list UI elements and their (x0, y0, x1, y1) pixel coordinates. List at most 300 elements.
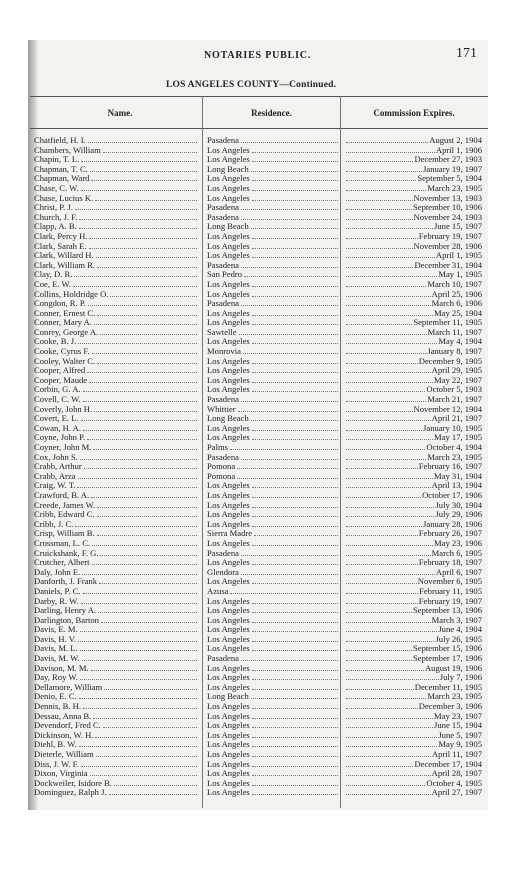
leader-dots (346, 775, 431, 776)
leader-dots (97, 535, 197, 536)
leader-dots (84, 468, 197, 469)
residence-cell (207, 491, 339, 501)
leader-dots (346, 507, 434, 508)
notary-name: Church, J. F. (34, 212, 78, 222)
commission-expires: December 31, 1904 (414, 260, 482, 270)
commission-expires: March 21, 1907 (427, 395, 482, 405)
name-cell (34, 357, 198, 367)
expires-cell (344, 405, 482, 415)
residence: Los Angeles (207, 625, 250, 635)
leader-dots (346, 689, 414, 690)
expires-cell (344, 740, 482, 750)
name-cell (34, 664, 198, 674)
leader-dots (252, 583, 338, 584)
leader-dots (81, 420, 197, 421)
table-row (28, 712, 488, 722)
expires-cell (344, 644, 482, 654)
table-row (28, 529, 488, 539)
leader-dots (346, 219, 413, 220)
leader-dots (346, 343, 437, 344)
residence: Los Angeles (207, 673, 250, 683)
leader-dots (252, 200, 338, 201)
residence-cell (207, 424, 339, 434)
name-cell (34, 740, 198, 750)
leader-dots (252, 766, 338, 767)
name-cell (34, 299, 198, 309)
commission-expires: May 9, 1905 (438, 740, 482, 750)
expires-cell (344, 779, 482, 789)
residence-cell (207, 318, 339, 328)
leader-dots (91, 670, 197, 671)
name-cell (34, 290, 198, 300)
notary-name: Diehl, B. W. (34, 740, 77, 750)
residence: Los Angeles (207, 231, 250, 241)
residence: Los Angeles (207, 577, 250, 587)
expires-cell (344, 453, 482, 463)
residence-cell (207, 347, 339, 357)
commission-expires: February 18, 1907 (418, 558, 482, 568)
leader-dots (89, 248, 197, 249)
commission-expires: February 11, 1905 (419, 586, 482, 596)
expires-cell (344, 347, 482, 357)
expires-cell (344, 673, 482, 683)
table-row (28, 299, 488, 309)
column-header-expires: Commission Expires. (373, 108, 455, 118)
notary-name: Creede, James W. (34, 500, 96, 510)
leader-dots (74, 276, 197, 277)
notary-name: Cooper, Maude (34, 375, 88, 385)
table-row (28, 184, 488, 194)
notary-name: Cooke, Cyrus F. (34, 347, 90, 357)
expires-cell (344, 443, 482, 453)
residence-cell (207, 635, 339, 645)
table-row (28, 587, 488, 597)
leader-dots (114, 785, 197, 786)
notary-name: Chase, Lucius K. (34, 193, 94, 203)
residence: Azusa (207, 586, 229, 596)
expires-cell (344, 328, 482, 338)
residence: Pasadena (207, 395, 239, 405)
notary-name: Chase, C. W. (34, 183, 79, 193)
residence: Los Angeles (207, 606, 250, 616)
table-row (28, 549, 488, 559)
name-cell (34, 213, 198, 223)
residence: Los Angeles (207, 740, 250, 750)
leader-dots (346, 794, 431, 795)
leader-dots (93, 718, 197, 719)
residence: Los Angeles (207, 366, 250, 376)
residence-cell (207, 625, 339, 635)
leader-dots (346, 401, 426, 402)
residence-cell (207, 165, 339, 175)
notary-name: Coverly, John H. (34, 404, 93, 414)
expires-cell (344, 587, 482, 597)
table-row (28, 136, 488, 146)
expires-cell (344, 136, 482, 146)
residence-cell (207, 280, 339, 290)
residence: Los Angeles (207, 558, 250, 568)
residence-cell (207, 385, 339, 395)
expires-cell (344, 203, 482, 213)
leader-dots (252, 727, 338, 728)
table-row (28, 146, 488, 156)
residence-cell (207, 673, 339, 683)
table-row (28, 577, 488, 587)
notary-name: Clapp, A. B. (34, 222, 77, 232)
table-row (28, 692, 488, 702)
table-row (28, 251, 488, 261)
commission-expires: December 9, 1905 (418, 356, 482, 366)
leader-dots (251, 420, 338, 421)
leader-dots (346, 209, 412, 210)
residence: Los Angeles (207, 337, 250, 347)
leader-dots (252, 363, 338, 364)
leader-dots (94, 324, 197, 325)
expires-cell (344, 597, 482, 607)
leader-dots (252, 296, 338, 297)
table-row (28, 337, 488, 347)
table-row (28, 290, 488, 300)
column-header-name: Name. (107, 108, 133, 118)
residence: Whittier (207, 404, 236, 414)
notary-name: Davison, M. M. (34, 663, 89, 673)
leader-dots (239, 334, 338, 335)
expires-cell (344, 261, 482, 271)
leader-dots (103, 152, 197, 153)
commission-expires: December 27, 1903 (414, 155, 482, 165)
leader-dots (79, 698, 197, 699)
leader-dots (95, 737, 197, 738)
commission-expires: July 26, 1905 (435, 634, 482, 644)
table-row (28, 203, 488, 213)
leader-dots (241, 459, 338, 460)
table-row (28, 433, 488, 443)
residence: Los Angeles (207, 183, 250, 193)
residence: Los Angeles (207, 375, 250, 385)
name-cell (34, 251, 198, 261)
leader-dots (346, 622, 431, 623)
leader-dots (252, 603, 338, 604)
leader-dots (252, 324, 338, 325)
leader-dots (252, 507, 338, 508)
leader-dots (97, 267, 197, 268)
commission-expires: May 31, 1904 (434, 471, 482, 481)
expires-cell (344, 577, 482, 587)
commission-expires: June 15, 1904 (434, 721, 482, 731)
name-cell (34, 385, 198, 395)
commission-expires: September 11, 1905 (413, 318, 482, 328)
residence: Los Angeles (207, 251, 250, 261)
table-row (28, 750, 488, 760)
commission-expires: September 10, 1906 (413, 203, 482, 213)
residence-cell (207, 299, 339, 309)
notary-name: Dickinson, W. H. (34, 730, 94, 740)
commission-expires: January 28, 1906 (423, 519, 482, 529)
table-row (28, 462, 488, 472)
residence-cell (207, 644, 339, 654)
residence: Long Beach (207, 692, 249, 702)
leader-dots (241, 142, 338, 143)
commission-expires: March 3, 1907 (431, 615, 482, 625)
residence: Los Angeles (207, 682, 250, 692)
leader-dots (237, 478, 338, 479)
name-cell (34, 337, 198, 347)
notary-name: Cribb, J. C. (34, 519, 74, 529)
leader-dots (110, 296, 197, 297)
residence-cell (207, 453, 339, 463)
notary-name: Darby, R. W. (34, 596, 79, 606)
leader-dots (346, 420, 431, 421)
leader-dots (252, 497, 338, 498)
residence: Los Angeles (207, 615, 250, 625)
table-row (28, 731, 488, 741)
commission-expires: December 17, 1904 (414, 759, 482, 769)
residence-cell (207, 146, 339, 156)
notary-name: Conner, Mary A. (34, 318, 92, 328)
table-row (28, 520, 488, 530)
notary-name: Congdon, R. P. (34, 299, 86, 309)
expires-cell (344, 414, 482, 424)
table-row (28, 779, 488, 789)
residence-cell (207, 740, 339, 750)
expires-cell (344, 146, 482, 156)
residence: Los Angeles (207, 241, 250, 251)
commission-expires: January 19, 1907 (423, 164, 482, 174)
table-row (28, 453, 488, 463)
residence: Los Angeles (207, 289, 250, 299)
expires-cell (344, 337, 482, 347)
leader-dots (346, 449, 425, 450)
leader-dots (241, 574, 338, 575)
name-cell (34, 712, 198, 722)
expires-cell (344, 491, 482, 501)
notary-name: Cooley, Walter C. (34, 356, 96, 366)
expires-cell (344, 395, 482, 405)
notary-name: Clark, Willard H. (34, 251, 94, 261)
residence-cell (207, 366, 339, 376)
table-row (28, 366, 488, 376)
table-row (28, 472, 488, 482)
residence: Pasadena (207, 212, 239, 222)
table-row (28, 644, 488, 654)
table-row (28, 270, 488, 280)
leader-dots (252, 679, 338, 680)
table-row (28, 558, 488, 568)
residence-cell (207, 654, 339, 664)
table-row (28, 414, 488, 424)
expires-cell (344, 424, 482, 434)
leader-dots (252, 190, 338, 191)
residence: Los Angeles (207, 596, 250, 606)
name-cell (34, 692, 198, 702)
table-row (28, 405, 488, 415)
commission-expires: June 5, 1907 (438, 730, 482, 740)
residence: Los Angeles (207, 769, 250, 779)
table-row (28, 702, 488, 712)
name-cell (34, 472, 198, 482)
leader-dots (346, 785, 425, 786)
notary-name: Davis, M. W. (34, 654, 80, 664)
directory-page (28, 40, 488, 810)
residence-cell (207, 174, 339, 184)
notary-name: Covert, E. L. (34, 414, 79, 424)
name-cell (34, 788, 198, 798)
notary-name: Cooke, B. J. (34, 337, 77, 347)
residence: Pomona (207, 471, 236, 481)
leader-dots (252, 785, 338, 786)
notary-name: Crossman, L. C. (34, 538, 91, 548)
notary-name: Crabb, Arthur (34, 462, 82, 472)
expires-cell (344, 270, 482, 280)
name-cell (34, 414, 198, 424)
residence: Long Beach (207, 164, 249, 174)
leader-dots (252, 152, 338, 153)
expires-cell (344, 702, 482, 712)
leader-dots (252, 670, 338, 671)
residence-cell (207, 136, 339, 146)
name-cell (34, 654, 198, 664)
residence-cell (207, 501, 339, 511)
residence-cell (207, 616, 339, 626)
residence-cell (207, 357, 339, 367)
residence: Los Angeles (207, 788, 250, 798)
expires-cell (344, 539, 482, 549)
leader-dots (252, 689, 338, 690)
leader-dots (346, 718, 433, 719)
leader-dots (81, 766, 197, 767)
leader-dots (346, 190, 426, 191)
table-row (28, 395, 488, 405)
leader-dots (346, 439, 433, 440)
name-cell (34, 347, 198, 357)
residence: Long Beach (207, 222, 249, 232)
leader-dots (252, 545, 338, 546)
residence: Los Angeles (207, 702, 250, 712)
leader-dots (346, 391, 425, 392)
leader-dots (252, 641, 338, 642)
residence-cell (207, 568, 339, 578)
notary-name: Chapin, T. L. (34, 155, 80, 165)
leader-dots (244, 276, 338, 277)
commission-expires: October 5, 1903 (426, 385, 482, 395)
name-cell (34, 644, 198, 654)
leader-dots (346, 324, 412, 325)
name-cell (34, 597, 198, 607)
table-row (28, 501, 488, 511)
leader-dots (241, 305, 338, 306)
table-row (28, 664, 488, 674)
residence: Los Angeles (207, 481, 250, 491)
residence-cell (207, 309, 339, 319)
column-header-residence: Residence. (251, 108, 292, 118)
notary-name: Diss, J. W. F. (34, 759, 79, 769)
table-row (28, 740, 488, 750)
notary-name: Chapman, Ward (34, 174, 90, 184)
leader-dots (252, 737, 338, 738)
notary-name: Dockweiler, Isidore B. (34, 778, 112, 788)
residence-cell (207, 443, 339, 453)
residence-cell (207, 433, 339, 443)
name-cell (34, 242, 198, 252)
table-row (28, 318, 488, 328)
residence: Los Angeles (207, 759, 250, 769)
notary-name: Cruickshank, F. G. (34, 548, 99, 558)
commission-expires: July 30, 1904 (435, 500, 482, 510)
notary-name: Collins, Holdridge O. (34, 289, 109, 299)
commission-expires: September 13, 1906 (413, 606, 482, 616)
name-cell (34, 280, 198, 290)
residence-cell (207, 405, 339, 415)
leader-dots (346, 257, 435, 258)
residence: Los Angeles (207, 510, 250, 520)
leader-dots (97, 507, 197, 508)
residence: Los Angeles (207, 385, 250, 395)
table-row (28, 222, 488, 232)
expires-cell (344, 510, 482, 520)
name-cell (34, 443, 198, 453)
table-row (28, 213, 488, 223)
leader-dots (346, 766, 413, 767)
residence: Los Angeles (207, 145, 250, 155)
name-cell (34, 606, 198, 616)
expires-cell (344, 654, 482, 664)
name-cell (34, 635, 198, 645)
residence-cell (207, 529, 339, 539)
leader-dots (346, 612, 412, 613)
commission-expires: March 11, 1907 (427, 327, 482, 337)
notary-name: Dieterle, William (34, 750, 94, 759)
commission-expires: November 28, 1906 (413, 241, 482, 251)
commission-expires: July 7, 1906 (439, 673, 482, 683)
name-cell (34, 577, 198, 587)
leader-dots (346, 660, 412, 661)
leader-dots (346, 142, 428, 143)
leader-dots (346, 756, 431, 757)
leader-dots (252, 430, 338, 431)
residence-cell (207, 606, 339, 616)
notary-name: Cowan, H. A. (34, 423, 82, 433)
name-cell (34, 318, 198, 328)
name-cell (34, 194, 198, 204)
notary-name: Clark, Sarah E. (34, 241, 87, 251)
leader-dots (254, 535, 338, 536)
leader-dots (346, 708, 418, 709)
notary-name: Davis, M. L. (34, 644, 78, 654)
residence: Los Angeles (207, 193, 250, 203)
commission-expires: November 13, 1903 (413, 193, 482, 203)
residence-cell (207, 520, 339, 530)
leader-dots (346, 238, 418, 239)
leader-dots (91, 497, 197, 498)
leader-dots (346, 526, 422, 527)
notary-name: Crawford, B. A. (34, 490, 90, 500)
name-cell (34, 779, 198, 789)
commission-expires: May 23, 1907 (434, 711, 482, 721)
table-row (28, 635, 488, 645)
leader-dots (251, 228, 338, 229)
expires-cell (344, 222, 482, 232)
residence: Los Angeles (207, 538, 250, 548)
leader-dots (252, 756, 338, 757)
commission-expires: November 24, 1903 (413, 212, 482, 222)
expires-cell (344, 232, 482, 242)
residence: Long Beach (207, 414, 249, 424)
residence-cell (207, 597, 339, 607)
residence-cell (207, 414, 339, 424)
leader-dots (79, 219, 197, 220)
commission-expires: September 17, 1906 (413, 654, 482, 664)
residence-cell (207, 155, 339, 165)
